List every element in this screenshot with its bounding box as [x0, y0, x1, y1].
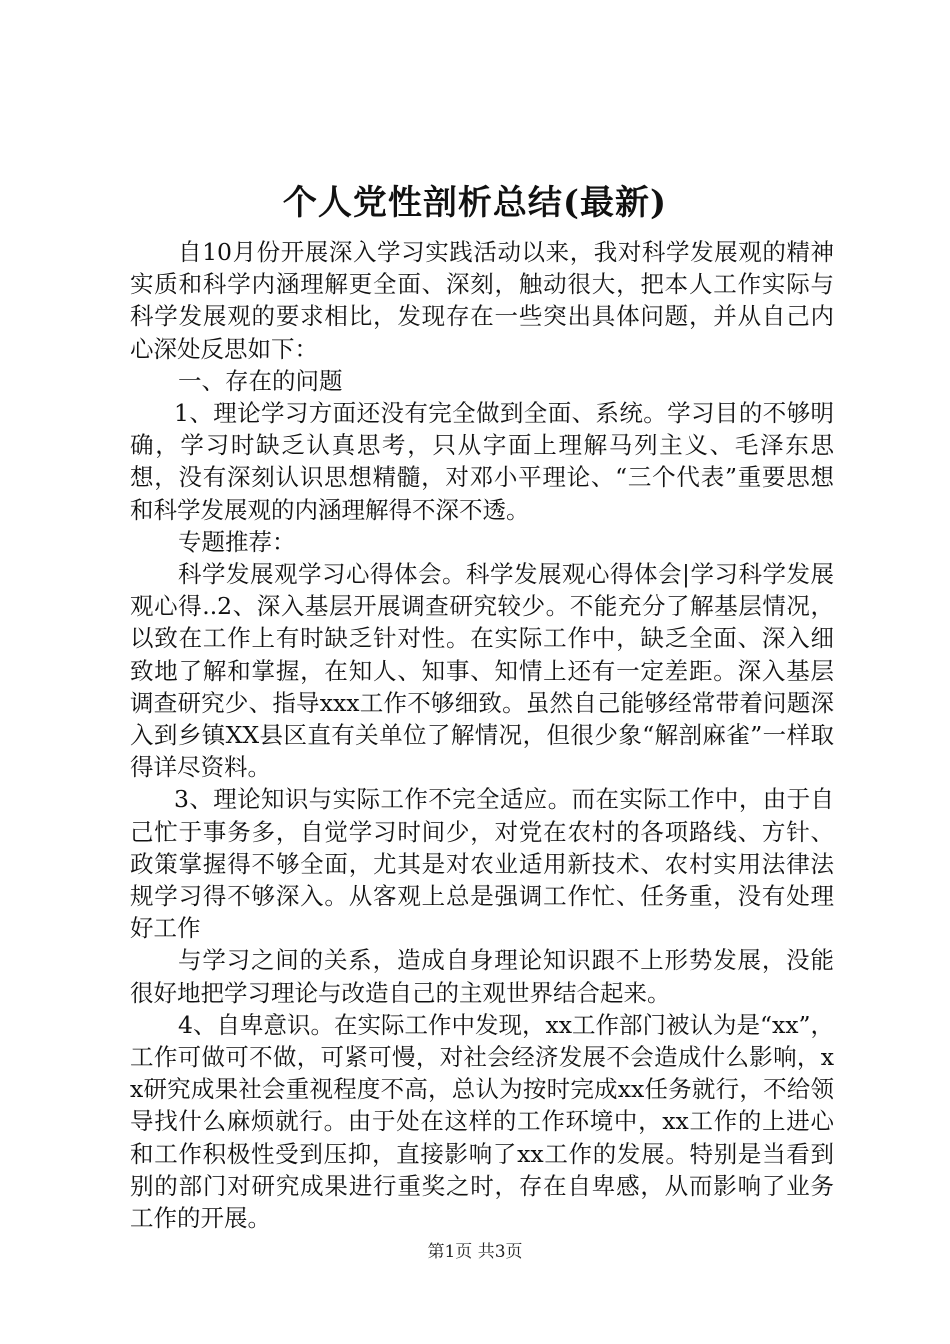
paragraph-item-4: 4、自卑意识。在实际工作中发现，xx工作部门被认为是“xx”，工作可做可不做，可紧可慢，对社会经济发展不会造成什么影响，xx研究成果社会重视程度不高，总认为按时完成xx任务就行，不给领导找什么麻烦就行。由于处在这样的工作环境中，xx工作的上进心和工作积极性受到压抑，直接影响了xx工作的发展。特别是当看到别的部门对研究成果进行重奖之时，存在自卑感，从而影响了业务工作的开展。 — [130, 1010, 834, 1233]
document-body — [130, 236, 834, 1234]
section-heading: 一、存在的问题 — [178, 366, 343, 395]
paragraph-item-1: 1、理论学习方面还没有完全做到全面、系统。学习目的不够明确，学习时缺乏认真思考，只从字面上理解马列主义、毛泽东思想，没有深刻认识思想精髓，对邓小平理论、“三个代表”重要思想和科学发展观的内涵理解得不深不透。 — [130, 399, 834, 524]
page-footer: 第1页 共3页 — [427, 1242, 523, 1262]
paragraph-item-3-continued: 与学习之间的关系，造成自身理论知识跟不上形势发展，没能很好地把学习理论与改造自己的主观世界结合起来。 — [130, 946, 834, 1007]
paragraph-intro: 自10月份开展深入学习实践活动以来，我对科学发展观的精神实质和科学内涵理解更全面、深刻，触动很大，把本人工作实际与科学发展观的要求相比，发现存在一些突出具体问题，并从自己内心深处反思如下： — [130, 238, 834, 363]
paragraph-recommend-label: 专题推荐： — [178, 527, 296, 556]
paragraph-item-3: 3、理论知识与实际工作不完全适应。而在实际工作中，由于自己忙于事务多，自觉学习时间少，对党在农村的各项路线、方针、政策掌握得不够全面，尤其是对农业适用新技术、农村实用法律法规学习得不够深入。从客观上总是强调工作忙、任务重，没有处理好工作 — [130, 785, 834, 943]
document-title: 个人党性剖析总结(最新) — [282, 183, 668, 223]
paragraph-item-2: 科学发展观学习心得体会。科学发展观心得体会|学习科学发展观心得..2、深入基层开展调查研究较少。不能充分了解基层情况，以致在工作上有时缺乏针对性。在实际工作中，缺乏全面、深入细致地了解和掌握，在知人、知事、知情上还有一定差距。深入基层调查研究少、指导xxx工作不够细致。虽然自己能够经常带着问题深入到乡镇XX县区直有关单位了解情况，但很少象“解剖麻雀”一样取得详尽资料。 — [130, 560, 834, 782]
